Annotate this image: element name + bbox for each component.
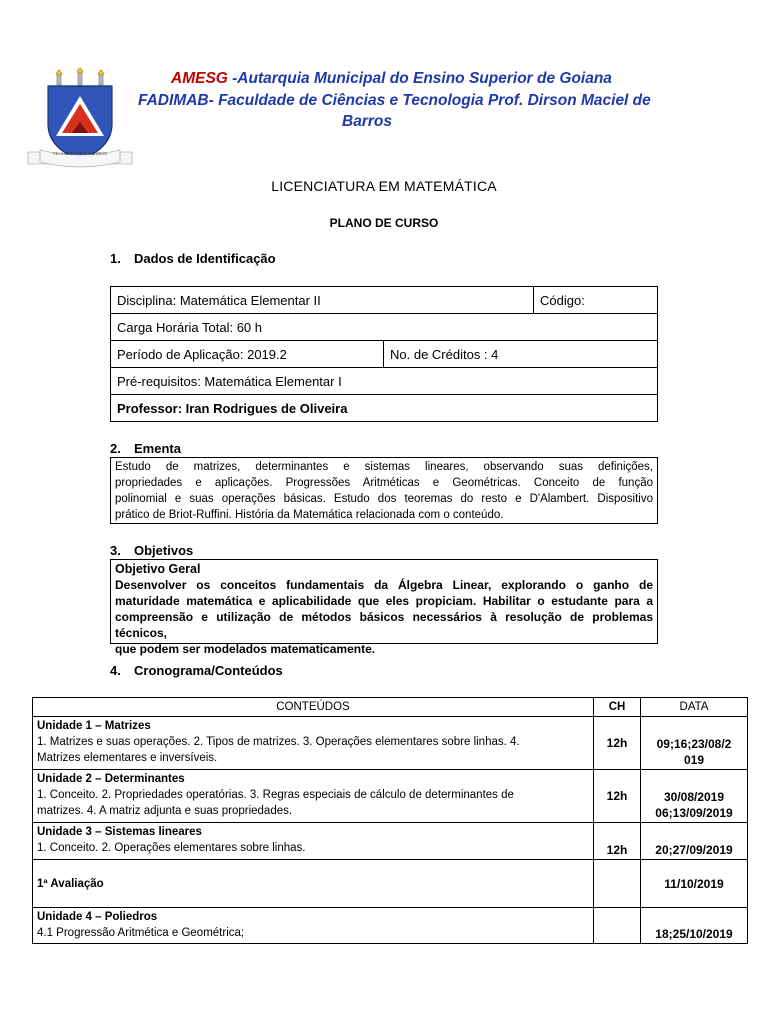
amesg-acronym: AMESG (171, 70, 228, 87)
objetivo-line: que podem ser modelados matematicamente. (115, 642, 376, 656)
date-line: 20;27/09/2019 (655, 843, 733, 857)
objetivos-box (110, 559, 658, 656)
ch-cell: 12h (594, 717, 641, 770)
ch-cell (594, 908, 641, 944)
ementa-line: prático de Briot-Ruffini. História da Matemática relacionada com o conteúdo. (115, 509, 504, 521)
header-line-2 (138, 91, 651, 111)
section-title: Ementa (134, 441, 181, 456)
ch-cell (594, 860, 641, 908)
ementa-box (110, 457, 658, 524)
date-line: 06;13/09/2019 (655, 806, 733, 820)
section-title: Dados de Identificação (134, 251, 276, 266)
header-conteudos: CONTEÚDOS (33, 698, 594, 717)
section-4-heading (110, 663, 283, 678)
section-number: 1. (110, 251, 121, 266)
unit-content: matrizes. 4. A matriz adjunta e suas propriedades. (37, 805, 293, 817)
section-number: 4. (110, 663, 121, 678)
ch-cell: 12h (594, 823, 641, 860)
objetivo-line: compreensão e utilização de métodos básicos necessários à resolução de problemas técnicos, (115, 610, 653, 640)
creditos-cell: No. de Créditos : 4 (390, 346, 499, 362)
header-line-3 (342, 112, 392, 132)
carga-cell: Carga Horária Total: 60 h (111, 314, 658, 341)
unit-content: 1. Matrizes e suas operações. 2. Tipos de matrizes. 3. Operações elementares sobre linhas. 4. (37, 736, 520, 748)
identification-table (110, 286, 658, 422)
date-cell (641, 908, 748, 944)
professor-cell: Professor: Iran Rodrigues de Oliveira (111, 395, 658, 422)
section-number: 3. (110, 543, 121, 558)
unit-title: Unidade 2 – Determinantes (37, 773, 185, 785)
unit-content: 4.1 Progressão Aritmética e Geométrica; (37, 927, 245, 939)
section-3-heading (110, 543, 193, 558)
date-line: 09;16;23/08/2 (656, 737, 732, 751)
header-ch: CH (594, 698, 641, 717)
logo-motto: VIS SAPIENTIAE INFINITA (52, 151, 108, 156)
table-row (33, 823, 748, 860)
section-2-heading (110, 441, 181, 456)
cronograma-table (32, 697, 748, 944)
fadimab-acronym: FADIMAB (138, 92, 209, 109)
date-line: 30/08/2019 (663, 790, 725, 804)
institution-logo (22, 66, 138, 170)
unit-content: Matrizes elementares e inversíveis. (37, 752, 218, 764)
fadimab-text-cont: Barros (342, 113, 392, 130)
header-line-1 (171, 69, 612, 89)
ementa-line: polinomial e suas operações básicas. Estudo dos teoremas do resto e D'Alambert. Dispositivo (115, 493, 653, 505)
date-cell (641, 823, 748, 860)
codigo-cell: Código: (534, 287, 658, 314)
unit-title: Unidade 4 – Poliedros (37, 911, 158, 923)
date-cell (641, 860, 748, 908)
unit-title: 1ª Avaliação (37, 877, 104, 890)
table-row (33, 860, 748, 908)
course-title: LICENCIATURA EM MATEMÁTICA (271, 178, 497, 194)
header-data: DATA (641, 698, 748, 717)
table-row (33, 717, 748, 770)
table-row (33, 908, 748, 944)
unit-content: 1. Conceito. 2. Propriedades operatórias. 3. Regras especiais de cálculo de determinantes de (37, 789, 514, 801)
amesg-text: -Autarquia Municipal do Ensino Superior de Goiana (227, 70, 612, 87)
plan-title: PLANO DE CURSO (329, 216, 439, 230)
section-number: 2. (110, 441, 121, 456)
date-cell (641, 717, 748, 770)
ementa-line: propriedades e aplicações. Progressões Aritméticas e Geométricas. Conceito de função (115, 477, 653, 489)
unit-content: 1. Conceito. 2. Operações elementares sobre linhas. (37, 842, 306, 854)
date-line: 019 (683, 753, 705, 767)
date-cell (641, 770, 748, 823)
date-line: 11/10/2019 (664, 876, 724, 891)
unit-title: Unidade 1 – Matrizes (37, 720, 151, 732)
periodo-row (111, 341, 658, 368)
ementa-line: Estudo de matrizes, determinantes e sistemas lineares, observando suas definições, (115, 461, 653, 473)
section-1-heading (110, 251, 276, 266)
prerequisitos-cell: Pré-requisitos: Matemática Elementar I (111, 368, 658, 395)
date-line: 18;25/10/2019 (655, 927, 733, 941)
ch-cell: 12h (594, 770, 641, 823)
objetivo-line: Desenvolver os conceitos fundamentais da Álgebra Linear, explorando o ganho de (115, 578, 653, 592)
objetivo-line: maturidade matemática e aplicabilidade que eles propiciam. Habilitar o estudante para a (115, 594, 653, 608)
objetivo-geral-title: Objetivo Geral (115, 562, 201, 576)
table-row (33, 770, 748, 823)
periodo-cell: Período de Aplicação: 2019.2 (111, 341, 384, 367)
section-title: Cronograma/Conteúdos (134, 663, 283, 678)
disciplina-cell: Disciplina: Matemática Elementar II (111, 287, 534, 314)
fadimab-text: - Faculdade de Ciências e Tecnologia Prof. Dirson Maciel de (208, 92, 651, 109)
unit-title: Unidade 3 – Sistemas lineares (37, 826, 202, 838)
section-title: Objetivos (134, 543, 194, 558)
